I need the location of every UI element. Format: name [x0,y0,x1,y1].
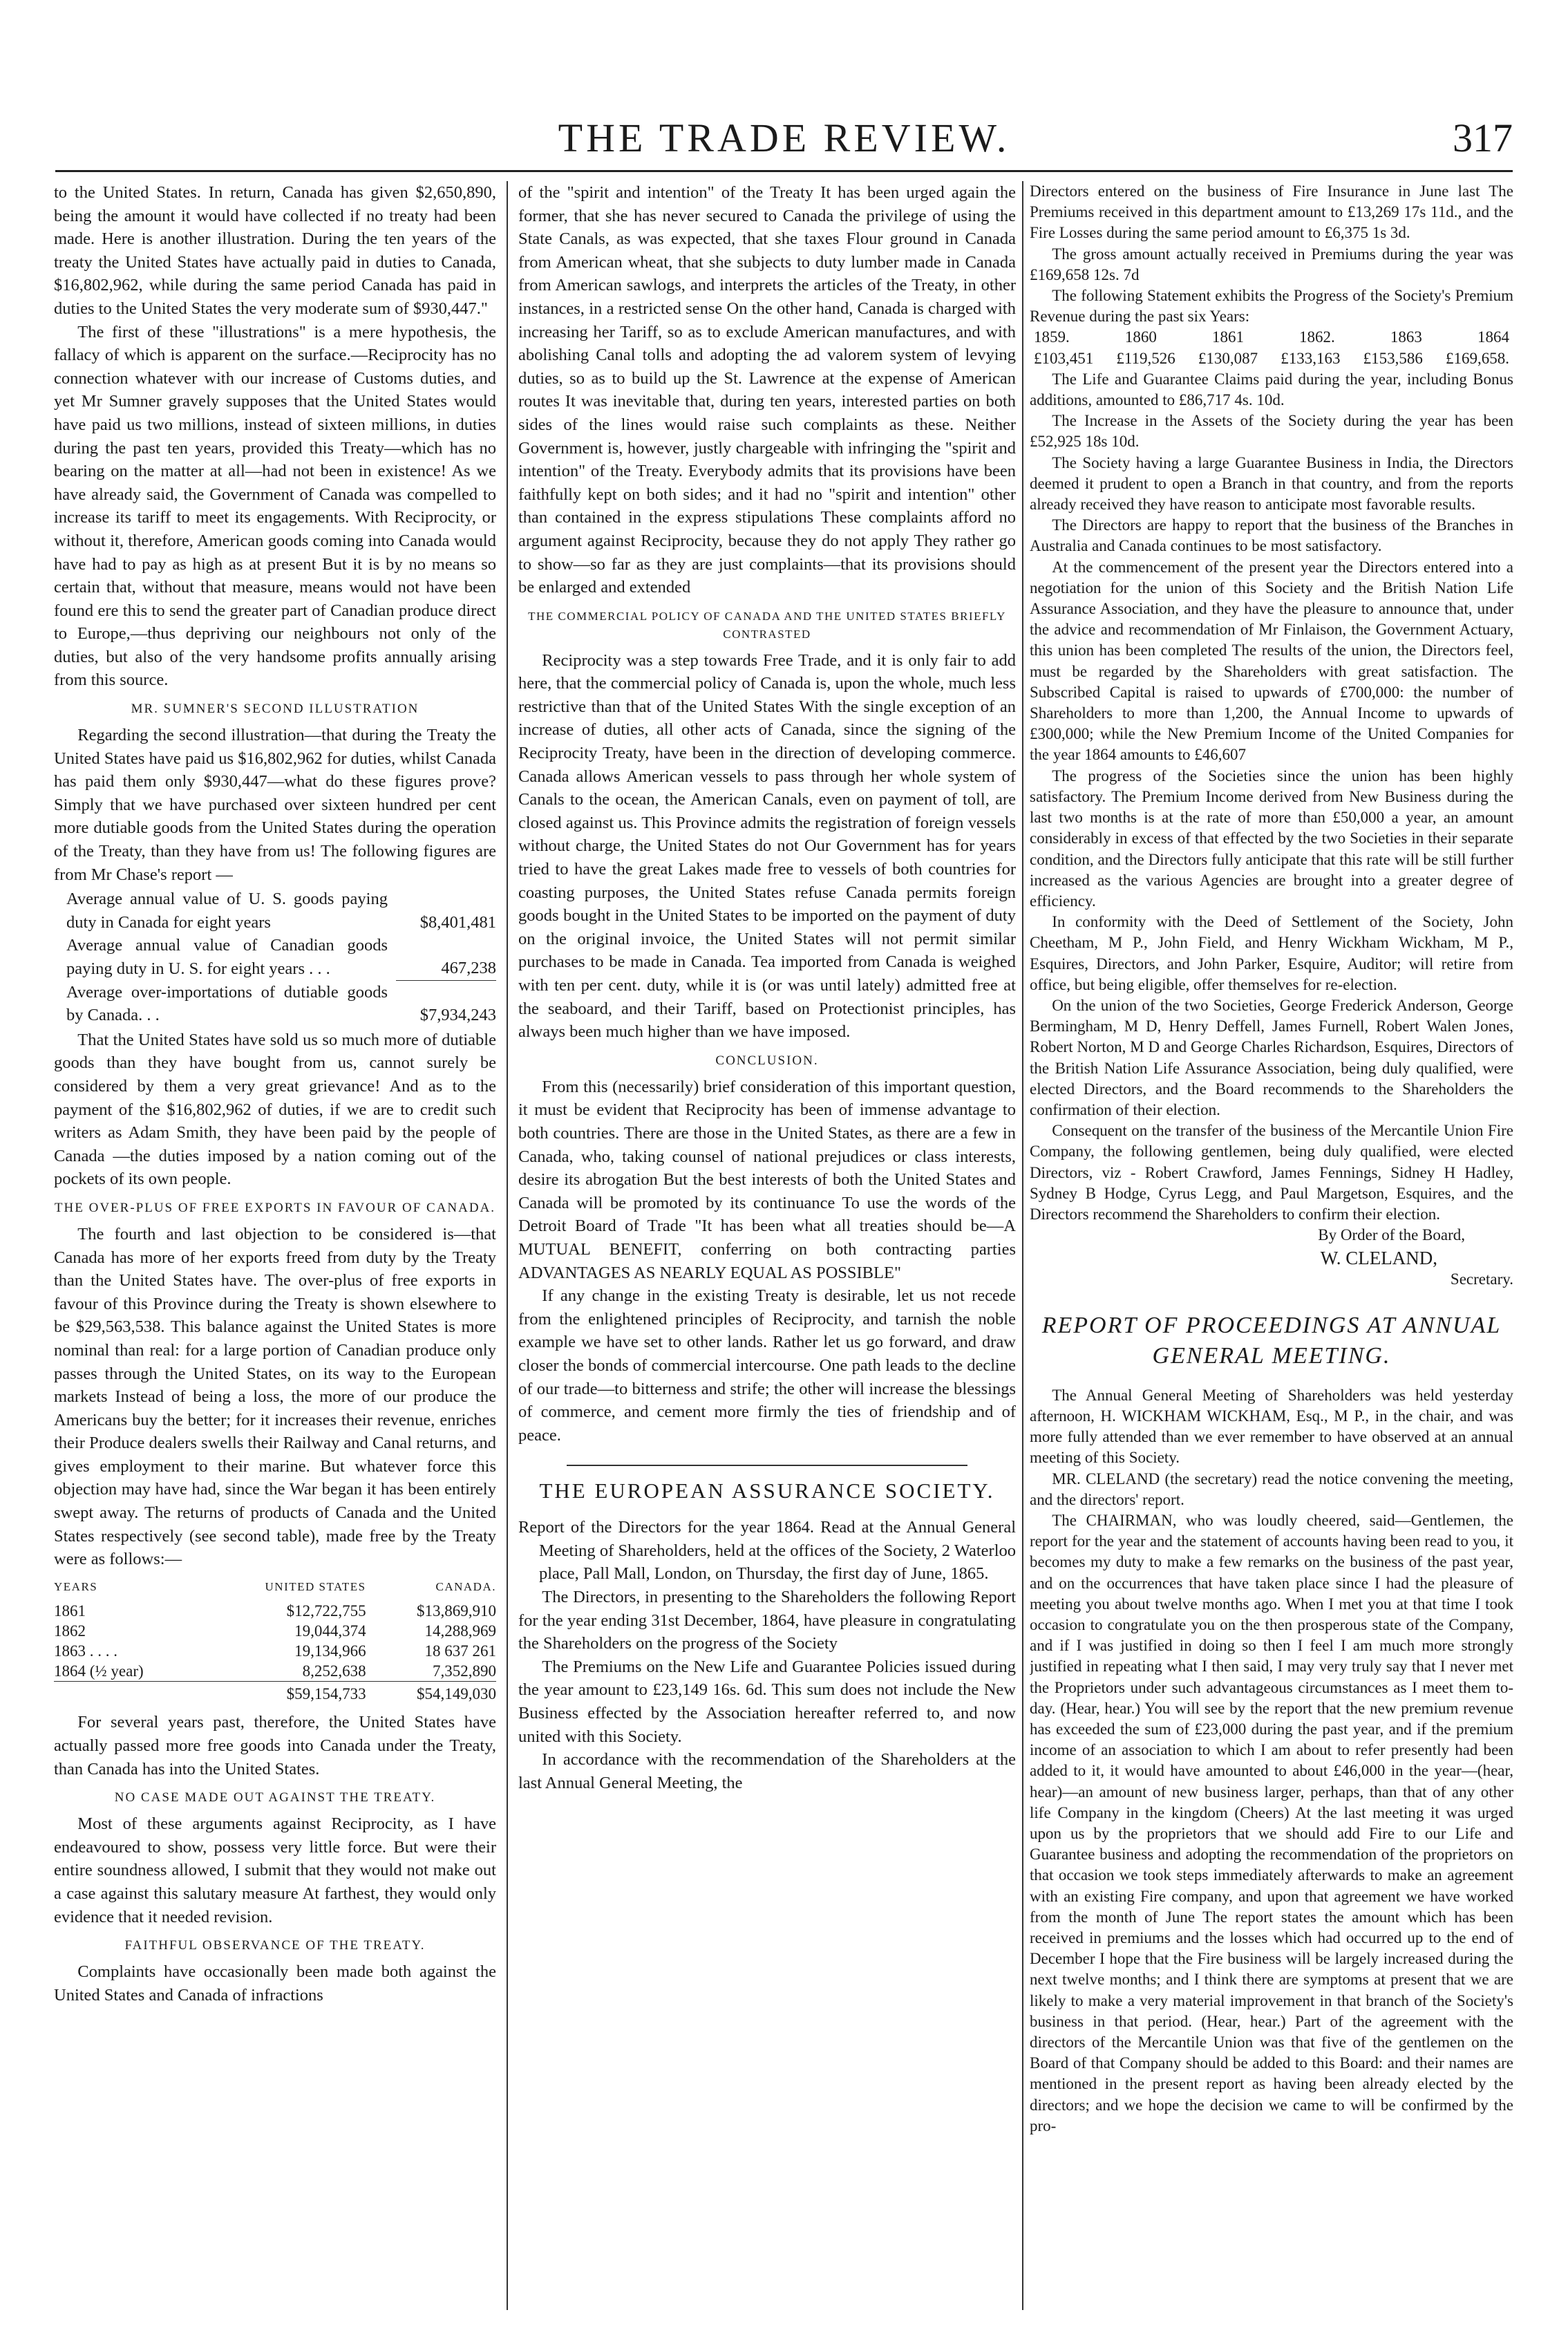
column-header: CANADA. [435,1579,496,1593]
signature-line: By Order of the Board, [1318,1226,1465,1244]
paragraph: The Increase in the Assets of the Society during the year has been £52,925 18s 10d. [1030,412,1513,451]
table-total-row [54,1682,496,1705]
section-subheading: MR. SUMNER'S SECOND ILLUSTRATION [131,702,419,717]
column-header: UNITED STATES [265,1579,366,1593]
year-cell: 1863 [1390,328,1422,346]
calc-row [54,981,496,1027]
paragraph: That the United States have sold us so much more of dutiable goods than they have bought from us, cannot surely be considered by them a very great grievance! And as to the payment of the $16,802,962 of duties, if we are to credit such writers as Adam Smith, they have been paid by the people of Canada —the duties imposed by a nation coming out of the pockets of its own people. [54,1030,496,1189]
table-cell: 19,134,966 [294,1642,366,1660]
paragraph: Reciprocity was a step towards Free Trade, and it is only fair to add here, that the commercial policy of Canada is, upon the whole, much less restrictive than that of the United States With the single exception of an increase of duties, all other acts of Canada, since the signing of the Reciprocity Treaty, have been in the direction of developing commerce. Canada allows American vessels to pass through her whole system of Canals to the ocean, the American Canals, even on payment of toll, are closed against us. This Province admits the registration of foreign vessels without charge, the United States do not Our Government has for years tried to have the great Lakes made free to vessels of both countries for coasting purposes, the United States refuse Canada permits foreign goods bought in the United States to be imported on the payment of duty on the original invoice, the United States will not permit similar purchases to be made in Canada. Tea imported from Canada is weighed with ten per cent. duty, while it is (or was until lately) admitted free at the seaboard, and their Tariff, based on Protectionist principles, has always been much higher than we have imposed. [518,650,1016,1042]
paragraph: Most of these arguments against Reciprocity, as I have endeavoured to show, possess very little force. But were their entire soundness allowed, I submit that they would not make out a case against this salutary measure At farthest, they would only evidence that it needed revision. [54,1814,496,1926]
table-cell [54,1682,200,1705]
section-subheading: THE OVER-PLUS OF FREE EXPORTS IN FAVOUR OF CANADA. [54,1200,496,1215]
paragraph: The Premiums on the New Life and Guarantee Policies issued during the year amount to £23,149 16s. 6d. This sum does not include the New Business effected by the Association hereafter referred to, and now united with this Society. [518,1657,1016,1746]
calc-label: Average over-importations of dutiable goods by Canada. . . [66,982,388,1025]
calc-value: $8,401,481 [419,912,496,932]
paragraph: The Directors, in presenting to the Shareholders the following Report for the year ending 31st December, 1864, have pleasure in congratulating the Shareholders on the progress of the Society [518,1588,1016,1653]
calc-value: 467,238 [396,957,496,981]
table-cell: $59,154,733 [200,1682,366,1705]
paragraph: At the commencement of the present year the Directors entered into a negotiation for the union of this Society and the British Nation Life Assurance Association, and they have the pleasure to announce that, under the advice and recommendation of Mr Finlaison, the Government Actuary, this union has been completed The results of the union, the Directors feel, must be regarded by the Shareholders with great satisfaction. The Subscribed Capital is raised to upwards of £700,000: the number of Shareholders to more than 1,200, the Annual Income to upwards of £300,000; while the New Premium Income of the United Companies for the year 1864 amounts to £46,607 [1030,558,1513,764]
column-divider [507,181,508,2310]
paragraph: The Society having a large Guarantee Business in India, the Directors deemed it prudent to open a Branch in that country, and from the reports already received they have reason to anticipate most favorable results. [1030,453,1513,514]
calc-row [54,934,496,980]
paragraph: Regarding the second illustration—that during the Treaty the United States have paid us $16,802,962 for duties, whilst Canada has paid them only $930,447—what do these figures prove? Simply that we have purchased over sixteen hundred per cent more dutiable goods from the United States during the operation of the Treaty, than they have from us! The following figures are from Mr Chase's report — [54,726,496,884]
year-cell: 1861 [1211,328,1244,346]
section-divider [567,1465,967,1466]
column-1 [54,181,496,2310]
report-intro: Report of the Directors for the year 1864. Read at the Annual General Meeting of Shareholders, held at the offices of the Society, 2 Waterloo place, Pall Mall, London, on Thursday, the first day of June, 1865. [518,1518,1016,1584]
premium-amounts-row [1030,348,1513,369]
table-row [54,1601,496,1621]
premium-years-row [1030,327,1513,348]
table-cell: 14,288,969 [424,1622,496,1640]
paragraph: The fourth and last objection to be considered is—that Canada has more of her exports freed from duty by the Treaty than the United States have. The over-plus of free exports in favour of this Province during the Treaty is shown elsewhere to be $29,563,538. This balance against the United States is more nominal than real: for a large portion of Canadian produce only passes through the United States, on its way to the European markets Instead of being a loss, the more of our produce the Americans buy the better; for it increases their revenue, enriches their Produce dealers swells their Railway and Canal returns, and gives employment to their marine. But whatever force this objection may have had, since the War began it has been entirely swept away. The returns of products of Canada and the United States respectively (see second table), made free by the Treaty were as follows:— [54,1224,496,1569]
paragraph: Consequent on the transfer of the business of the Mercantile Union Fire Company, the following gentlemen, being duly qualified, were elected Directors, viz - Robert Crawford, James Fennings, Sidney H Hadley, Sydney B Hodge, Cyrus Legg, and Paul Margetson, Esquires, and the Directors recommend the Shareholders to confirm their election. [1030,1122,1513,1223]
calc-label: Average annual value of Canadian goods paying duty in U. S. for eight years . . . [66,936,388,978]
amount-cell: £103,451 [1034,349,1094,367]
table-cell: 1864 (½ year) [54,1662,144,1680]
column-3 [1030,181,1513,2310]
table-cell: 7,352,890 [433,1662,496,1680]
paragraph: From this (necessarily) brief consideration of this important question, it must be evident that Reciprocity has been of immense advantage to both countries. There are those in the United States, as there are a few in Canada, who, taking counsel of national prejudices or class interests, desire its abrogation But the best interests of both the United States and Canada will be promoted by its continuance To use the words of the Detroit Board of Trade "It has been what all treaties should be—A MUTUAL BENEFIT, conferring on both contracting parties ADVANTAGES AS NEARLY EQUAL AS POSSIBLE" [518,1077,1016,1282]
signature-title: Secretary. [1450,1270,1513,1288]
year-cell: 1860 [1124,328,1157,346]
amount-cell: £130,087 [1198,349,1258,367]
paragraph: The progress of the Societies since the union has been highly satisfactory. The Premium Income derived from New Business during the last two months is at the rate of more than £50,000 a year, an amount considerably in excess of that effected by the two Societies in their separate condition, and the Directors fully anticipate that this rate will be still further increased as the various Agencies are brought into a greater degree of efficiency. [1030,767,1513,910]
paragraph: The first of these "illustrations" is a mere hypothesis, the fallacy of which is apparent on the surface.—Reciprocity has no connection whatever with our increase of Customs duties, and yet Mr Sumner gravely supposes that the United States would have paid us two millions, instead of sixteen millions, in duties during the past ten years, provided this Treaty—which has no bearing on the matter at all—had not been in existence! As we have already said, the Government of Canada was compelled to increase its tariff to meet its engagements. With Reciprocity, or without it, therefore, American goods coming into Canada would have had to pay as high as at present But it is by no means so certain that, without that measure, means would not have been found ere this to send the greater part of Canadian produce direct to Europe,—thus depriving our neighbours not only of the duties, but also of the very handsome profits annually arising from this source. [54,322,496,690]
amount-cell: £153,586 [1363,349,1423,367]
table-header-row [54,1575,496,1602]
table-cell: 8,252,638 [302,1662,366,1680]
paragraph: The Life and Guarantee Claims paid during the year, including Bonus additions, amounted to £86,717 4s. 10d. [1030,370,1513,409]
table-cell: $12,722,755 [286,1602,366,1620]
table-cell: 1861 [54,1602,86,1620]
free-exports-table [54,1575,496,1705]
paragraph: The gross amount actually received in Premiums during the year was £169,658 12s. 7d [1030,245,1513,283]
signature-name: W. CLELAND, [1320,1248,1437,1269]
paragraph: MR. CLELAND (the secretary) read the notice convening the meeting, and the directors' report. [1030,1470,1513,1508]
table-cell: $54,149,030 [366,1682,496,1705]
table-cell: 1863 . . . . [54,1642,117,1660]
calc-value: $7,934,243 [419,1006,496,1025]
table-row [54,1661,496,1682]
header-rule [55,170,1513,172]
page-title: THE TRADE REVIEW. [558,115,1010,160]
section-subheading: FAITHFUL OBSERVANCE OF THE TREATY. [124,1938,426,1953]
paragraph: If any change in the existing Treaty is desirable, let us not recede from the enlightened principles of Reciprocity, and tarnish the noble example we have set to other lands. Rather let us go forward, and draw closer the bonds of commercial intercourse. One path leads to the decline of our trade—to bitterness and strife; the other will increase the blessings of commerce, and cement more firmly the ties of friendship and of peace. [518,1286,1016,1445]
paragraph: The CHAIRMAN, who was loudly cheered, said—Gentlemen, the report for the year and the statement of accounts having been read to you, it becomes my duty to make a few remarks on the business of the past year, and on the occurrences that have taken place since I had the pleasure of meeting you about twelve months ago. When I met you at that time I took occasion to congratulate you on the then prosperous state of the Company, and if I was justified in doing so then I feel I am much more strongly justified in repeating what I then said, I may very truly say that I never met the Proprietors under such advantageous circumstances as I meet them to-day. (Hear, hear.) You will see by the report that the new premium revenue has exceeded the sum of £23,000 during the past year, and if the premium income of an association to which I am about to refer presently had been added to it, it would have amounted to about £46,000 in the year—(hear, hear)—an amount of new business larger, perhaps, than that of any other life Company in the kingdom (Cheers) At the last meeting it was urged upon us by the proprietors that we should add Fire to our Life and Guarantee business and adopting the recommendation of the proprietors on that occasion we took steps immediately afterwards to make an agreement with an existing Fire company, and upon that agreement we have worked from the month of June The report states the amount which has been received in premiums and the losses which had occurred up to the end of December I hope that the Fire business will be largely increased during the next twelve months; and I think there are symptoms at present that we are likely to make a very material improvement in that branch of the Society's business in that period. (Hear, hear.) Part of the agreement with the directors of the Mercantile Union was that five of the gentlemen on the Board of that Company should be added to this Board: and their names are mentioned in the present report as having been already elected by the directors; and we hope the decision we came to will be confirmed by the pro- [1030,1511,1513,2134]
paragraph: On the union of the two Societies, George Frederick Anderson, George Bermingham, M D, Henry Deffell, James Furnell, Robert Walen Jones, Robert Norton, M D and George Charles Richardson, Esquires, Directors of the British Nation Life Assurance Association, being duly qualified, were elected Directors, and the Board recommends to the Shareholders the confirmation of their election. [1030,996,1513,1118]
paragraph: Complaints have occasionally been made both against the United States and Canada of infractions [54,1962,496,2005]
section-subheading: THE COMMERCIAL POLICY OF CANADA AND THE UNITED STATES BRIEFLY CONTRASTED [528,609,1006,641]
table-cell: 19,044,374 [294,1622,366,1640]
paragraph: In accordance with the recommendation of the Shareholders at the last Annual General Meeting, the [518,1750,1016,1792]
calc-label: Average annual value of U. S. goods paying duty in Canada for eight years [66,890,388,932]
paragraph: In conformity with the Deed of Settlement of the Society, John Cheetham, M P., John Field, and Henry Wickham Wickham, M P., Esquires, Directors, and John Parker, Esquire, Auditor; will retire from office, but being eligible, offer themselves for re-election. [1030,913,1513,993]
table-cell: $13,869,910 [417,1602,496,1620]
column-2 [518,181,1016,2310]
table-cell: 18 637 261 [424,1642,496,1660]
column-divider [1022,181,1023,2310]
paragraph: Directors entered on the business of Fire Insurance in June last The Premiums received in this department amount to £13,269 17s 11d., and the Fire Losses during the same period amount to £6,375 1s 3d. [1030,182,1513,242]
duty-calculation [54,888,496,1027]
report-heading: REPORT OF PROCEEDINGS AT ANNUAL GENERAL MEETING. [1041,1312,1502,1369]
paragraph: For several years past, therefore, the United States have actually passed more free goods into Canada under the Treaty, than Canada has into the United States. [54,1713,496,1778]
section-subheading: NO CASE MADE OUT AGAINST THE TREATY. [114,1790,436,1805]
year-cell: 1862. [1299,328,1335,346]
calc-row [54,888,496,934]
table-row [54,1621,496,1641]
paragraph: The following Statement exhibits the Progress of the Society's Premium Revenue during the past six Years: [1030,287,1513,326]
table-row [54,1641,496,1661]
section-subheading: CONCLUSION. [715,1053,819,1068]
amount-cell: £133,163 [1281,349,1341,367]
amount-cell: £169,658. [1445,349,1509,367]
paragraph: of the "spirit and intention" of the Treaty It has been urged again the former, that she has never secured to Canada the privilege of using the State Canals, as was expected, that she taxes Flour ground in Canada from American wheat, that she subjects to duty lumber made in Canada from American sawlogs, and interprets the articles of the Treaty, in other instances, in a restricted sense On the other hand, Canada is charged with increasing her Tariff, so as to exclude American manufactures, and with abolishing Canal tolls and adopting the ad valorem system of levying duties, so as to build up the St. Lawrence at the expense of American routes It was inevitable that, during ten years, interested parties on both sides of the lines would raise such complaints as these. Neither Government is, however, justly chargeable with infringing the "spirit and intention" of the Treaty. Everybody admits that its provisions have been faithfully kept on both sides; and it had no "spirit and intention" other than contained in the express stipulations These complaints afford no argument against Reciprocity, because they do not apply They rather go to show—so far as they are just complaints—that its provisions should be enlarged and extended [518,183,1016,597]
article-title: THE EUROPEAN ASSURANCE SOCIETY. [539,1479,995,1503]
paragraph: The Annual General Meeting of Shareholders was held yesterday afternoon, H. WICKHAM WICKHAM, Esq., M P., in the chair, and was more fully attended than we ever remember to have observed at an annual meeting of this Society. [1030,1386,1513,1467]
year-cell: 1864 [1477,328,1509,346]
page-number: 317 [1453,115,1513,160]
paragraph: to the United States. In return, Canada has given $2,650,890, being the amount it would have collected if no treaty had been made. Here is another illustration. During the ten years of the treaty the United States have actually paid in duties to Canada, $16,802,962, while during the same period Canada has paid in duties to the United States the very moderate sum of $930,447." [54,183,496,318]
table-cell: 1862 [54,1622,86,1640]
paragraph: The Directors are happy to report that the business of the Branches in Australia and Canada continues to be most satisfactory. [1030,516,1513,555]
column-header: YEARS [54,1579,98,1593]
year-cell: 1859. [1034,328,1070,346]
amount-cell: £119,526 [1116,349,1175,367]
